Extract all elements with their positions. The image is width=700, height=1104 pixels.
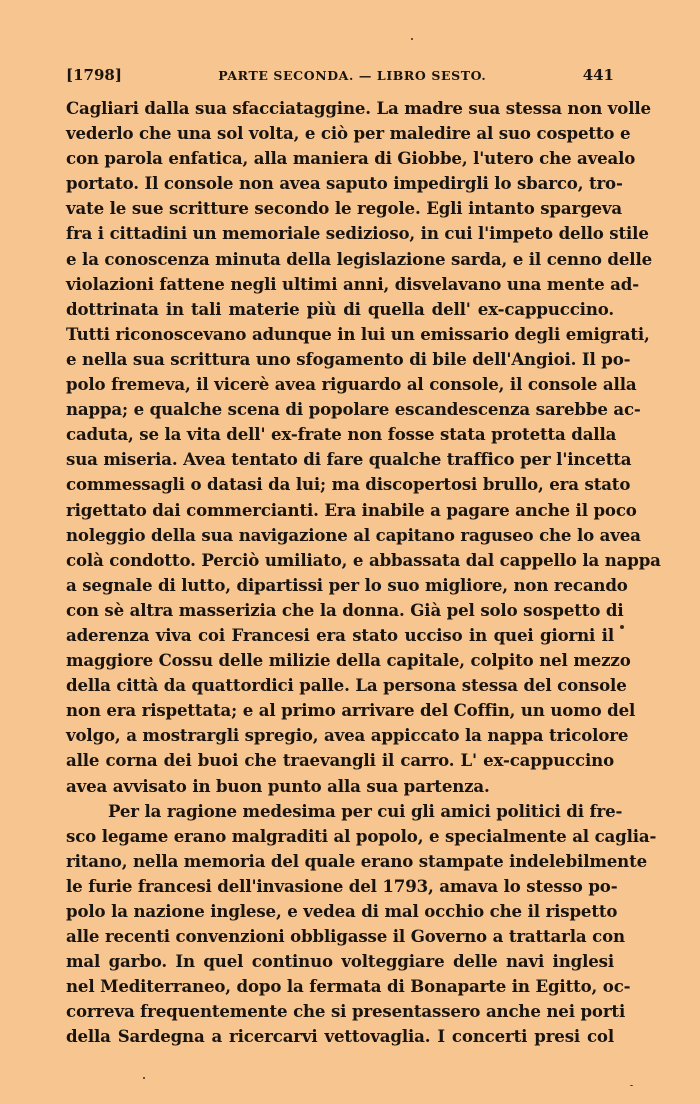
print-speck — [143, 1077, 145, 1079]
text-line: sco legame erano malgraditi al popolo, e specialmente al caglia- — [66, 825, 657, 846]
text-line: Cagliari dalla sua sfacciataggine. La madre sua stessa non volle — [66, 98, 651, 118]
text-line: aderenza viva coi Francesi era stato ucciso in quei giorni il — [66, 624, 614, 645]
text-line: portato. Il console non avea saputo impedirgli lo sbarco, tro- — [66, 173, 623, 194]
header-title: PARTE SECONDA. — LIBRO SESTO. — [218, 68, 487, 83]
text-line: alle recenti convenzioni obbligasse il Governo a trattarla con — [66, 926, 625, 947]
text-line: violazioni fattene negli ultimi anni, disvelavano una mente ad- — [66, 273, 639, 294]
print-speck — [411, 38, 413, 40]
text-line: noleggio della sua navigazione al capitano raguseo che lo avea — [66, 524, 641, 545]
text-line: vederlo che una sol volta, e ciò per maledire al suo cospetto e — [66, 123, 631, 144]
text-line: nappa; e qualche scena di popolare escandescenza sarebbe ac- — [66, 399, 641, 420]
text-line: polo fremeva, il vicerè avea riguardo al console, il console alla — [66, 374, 637, 395]
text-line: e nella sua scrittura uno sfogamento di bile dell'Angioi. Il po- — [66, 348, 631, 369]
text-line: vate le sue scritture secondo le regole. Egli intanto spargeva — [66, 198, 623, 219]
text-line: mal garbo. In quel continuo volteggiare delle navi inglesi — [66, 951, 614, 972]
text-line: con parola enfatica, alla maniera di Giobbe, l'utero che avealo — [66, 148, 636, 169]
text-line: nel Mediterraneo, dopo la fermata di Bonaparte in Egitto, oc- — [66, 976, 631, 997]
text-line: e la conoscenza minuta della legislazione sarda, e il cenno delle — [66, 248, 653, 269]
text-line: a segnale di lutto, dipartissi per lo suo migliore, non recando — [66, 574, 628, 595]
text-line: caduta, se la vita dell' ex-frate non fosse stata protetta dalla — [66, 424, 617, 445]
text-line: con sè altra masserizia che la donna. Già pel solo sospetto di — [66, 599, 624, 620]
text-line: le furie francesi dell'invasione del 1793, amava lo stesso po- — [66, 875, 618, 896]
text-line: correva frequentemente che si presentassero anche nei porti — [66, 1001, 626, 1022]
page-number: 441 — [582, 66, 614, 84]
text-line: Per la ragione medesima per cui gli amici politici di fre- — [108, 800, 623, 821]
text-line: fra i cittadini un memoriale sedizioso, in cui l'impeto dello stile — [66, 223, 649, 244]
text-line: commessagli o datasi da lui; ma discopertosi brullo, era stato — [66, 474, 631, 495]
margin-mark — [620, 625, 624, 629]
text-line: polo la nazione inglese, e vedea di mal occhio che il rispetto — [66, 901, 618, 921]
text-line: dottrinata in tali materie più di quella dell' ex-cappuccino. — [66, 298, 614, 319]
text-line: Tutti riconoscevano adunque in lui un emissario degli emigrati, — [66, 323, 650, 344]
running-header — [66, 66, 614, 88]
text-line: volgo, a mostrargli spregio, avea appiccato la nappa tricolore — [66, 725, 629, 746]
text-line: maggiore Cossu delle milizie della capitale, colpito nel mezzo — [66, 650, 631, 671]
print-speck — [630, 1085, 633, 1086]
text-line: della Sardegna a ricercarvi vettovaglia. I concerti presi col — [66, 1026, 614, 1047]
text-line: alle corna dei buoi che traevangli il carro. L' ex-cappuccino — [66, 750, 614, 771]
text-line: ritano, nella memoria del quale erano stampate indelebilmente — [66, 850, 648, 871]
body-text — [66, 96, 661, 1050]
header-year: [1798] — [66, 66, 122, 84]
text-line: non era rispettata; e al primo arrivare del Coffin, un uomo del — [66, 700, 636, 721]
book-page — [66, 66, 661, 1050]
text-line: sua miseria. Avea tentato di fare qualche traffico per l'incetta — [66, 449, 632, 470]
text-line: della città da quattordici palle. La persona stessa del console — [66, 675, 627, 696]
text-line: colà condotto. Perciò umiliato, e abbassata dal cappello la nappa — [66, 549, 661, 570]
text-line: avea avvisato in buon punto alla sua partenza. — [66, 775, 490, 796]
text-line: rigettato dai commercianti. Era inabile a pagare anche il poco — [66, 499, 637, 520]
